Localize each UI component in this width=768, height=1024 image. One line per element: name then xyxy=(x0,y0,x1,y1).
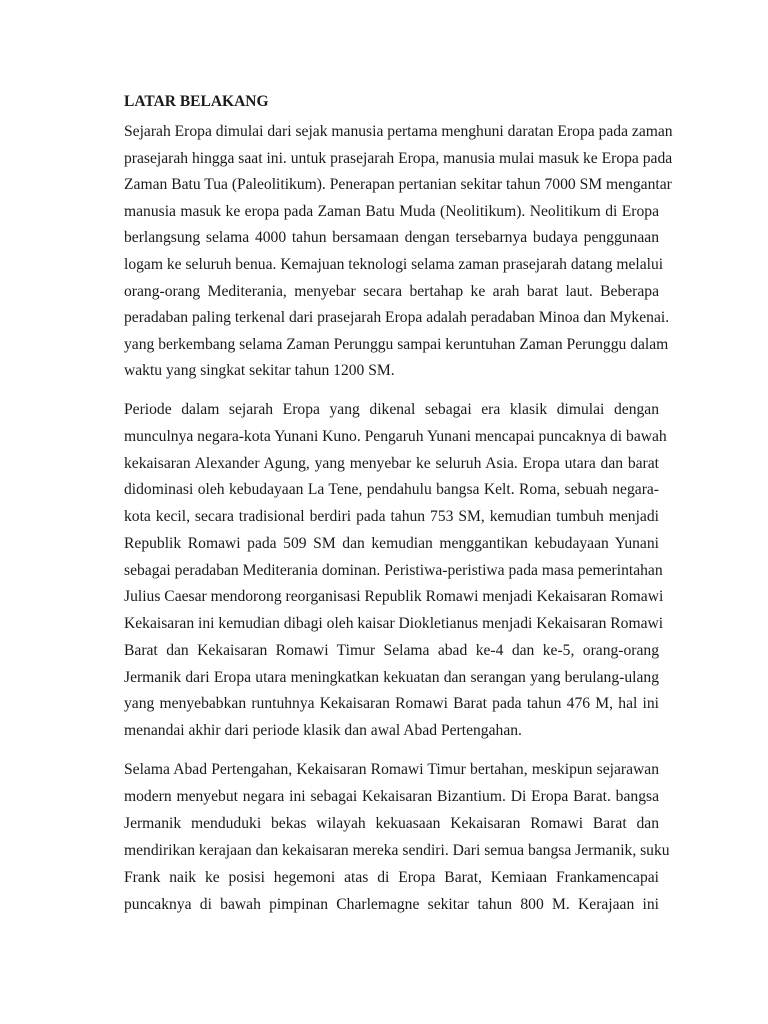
text-line: orang-orang Mediterania, menyebar secara bertahap ke arah barat laut. Beberapa xyxy=(124,282,659,300)
text-line: modern menyebut negara ini sebagai Kekaisaran Bizantium. Di Eropa Barat. bangsa xyxy=(124,788,659,805)
text-line: waktu yang singkat sekitar tahun 1200 SM. xyxy=(124,362,395,380)
paragraph-3 xyxy=(124,756,670,918)
text-line: Jermanik dari Eropa utara meningkatkan kekuatan dan serangan yang berulang-ulang xyxy=(124,668,659,686)
text-line: logam ke seluruh benua. Kemajuan teknologi selama zaman prasejarah datang melalui xyxy=(124,255,664,273)
paragraph-2 xyxy=(124,397,667,745)
text-line: Zaman Batu Tua (Paleolitikum). Penerapan pertanian sekitar tahun 7000 SM mengantar xyxy=(124,176,672,194)
text-line: Republik Romawi pada 509 SM dan kemudian menggantikan kebudayaan Yunani xyxy=(124,534,659,552)
text-line: mendirikan kerajaan dan kekaisaran mereka sendiri. Dari semua bangsa Jermanik, suku xyxy=(124,842,670,859)
text-line: kekaisaran Alexander Agung, yang menyebar ke seluruh Asia. Eropa utara dan barat xyxy=(124,454,659,472)
text-line: puncaknya di bawah pimpinan Charlemagne sekitar tahun 800 M. Kerajaan ini xyxy=(124,896,659,913)
text-line: Periode dalam sejarah Eropa yang dikenal sebagai era klasik dimulai dengan xyxy=(124,401,659,418)
text-line: Kekaisaran ini kemudian dibagi oleh kaisar Diokletianus menjadi Kekaisaran Romawi xyxy=(124,615,664,632)
text-line: Selama Abad Pertengahan, Kekaisaran Romawi Timur bertahan, meskipun sejarawan xyxy=(124,761,659,778)
text-line: sebagai peradaban Mediterania dominan. Peristiwa-peristiwa pada masa pemerintahan xyxy=(124,561,663,579)
text-line: yang berkembang selama Zaman Perunggu sampai keruntuhan Zaman Perunggu dalam xyxy=(124,335,669,353)
text-line: peradaban paling terkenal dari prasejarah Eropa adalah peradaban Minoa dan Mykenai. xyxy=(124,309,670,327)
paragraph-1 xyxy=(124,119,673,385)
text-line: Frank naik ke posisi hegemoni atas di Eropa Barat, Kemiaan Frankamencapai xyxy=(124,869,659,886)
text-line: didominasi oleh kebudayaan La Tene, pendahulu bangsa Kelt. Roma, sebuah negara- xyxy=(124,481,659,499)
text-line: prasejarah hingga saat ini. untuk prasejarah Eropa, manusia mulai masuk ke Eropa pada xyxy=(124,149,673,167)
text-line: munculnya negara-kota Yunani Kuno. Pengaruh Yunani mencapai puncaknya di bawah xyxy=(124,427,667,445)
text-line: kota kecil, secara tradisional berdiri pada tahun 753 SM, kemudian tumbuh menjadi xyxy=(124,508,659,525)
text-line: Barat dan Kekaisaran Romawi Timur Selama abad ke-4 dan ke-5, orang-orang xyxy=(124,641,659,659)
text-line: manusia masuk ke eropa pada Zaman Batu Muda (Neolitikum). Neolitikum di Eropa xyxy=(124,202,659,220)
text-line: Sejarah Eropa dimulai dari sejak manusia pertama menghuni daratan Eropa pada zaman xyxy=(124,123,673,140)
text-line: yang menyebabkan runtuhnya Kekaisaran Romawi Barat pada tahun 476 M, hal ini xyxy=(124,695,659,713)
text-line: Julius Caesar mendorong reorganisasi Republik Romawi menjadi Kekaisaran Romawi xyxy=(124,588,664,606)
text-line: berlangsung selama 4000 tahun bersamaan dengan tersebarnya budaya penggunaan xyxy=(124,229,659,247)
section-heading: LATAR BELAKANG xyxy=(124,93,269,110)
text-line: menandai akhir dari periode klasik dan awal Abad Pertengahan. xyxy=(124,722,522,739)
text-line: Jermanik menduduki bekas wilayah kekuasaan Kekaisaran Romawi Barat dan xyxy=(124,815,659,832)
